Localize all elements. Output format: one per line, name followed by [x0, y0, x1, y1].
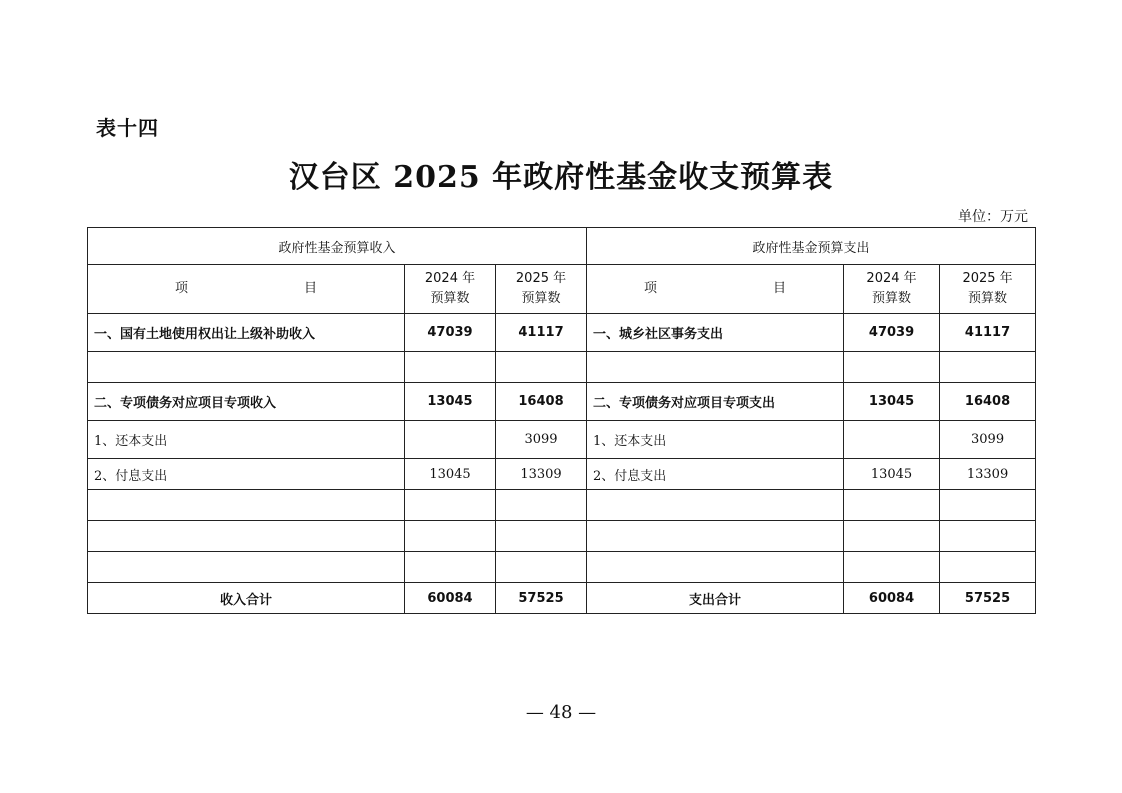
expense-item	[587, 352, 844, 383]
expense-2024-value	[844, 521, 940, 552]
income-item-header: 项 目	[88, 265, 405, 314]
expense-item: 1、还本支出	[587, 421, 844, 459]
budget-table	[87, 227, 1036, 614]
income-2025-value	[496, 352, 587, 383]
expense-2025-value	[940, 552, 1036, 583]
table-label: 表十四	[96, 116, 159, 140]
income-item: 2、付息支出	[88, 459, 405, 490]
table-row	[88, 521, 1036, 552]
expense-2025-value	[940, 490, 1036, 521]
expense-total-2024: 60084	[844, 583, 940, 614]
income-2024-header: 2024 年 预算数	[405, 265, 496, 314]
expense-2025-value: 13309	[940, 459, 1036, 490]
expense-2024-value: 13045	[844, 383, 940, 421]
expense-item	[587, 490, 844, 521]
expense-item: 一、城乡社区事务支出	[587, 314, 844, 352]
income-2025-value	[496, 521, 587, 552]
expense-2025-header: 2025 年 预算数	[940, 265, 1036, 314]
income-total-label: 收入合计	[88, 583, 405, 614]
table-row	[88, 314, 1036, 352]
expense-item	[587, 521, 844, 552]
income-2025-value: 16408	[496, 383, 587, 421]
expense-2024-value: 13045	[844, 459, 940, 490]
income-item	[88, 352, 405, 383]
income-item: 二、专项债务对应项目专项收入	[88, 383, 405, 421]
expense-2025-value	[940, 521, 1036, 552]
income-section-header: 政府性基金预算收入	[88, 228, 587, 265]
income-2024-value: 13045	[405, 383, 496, 421]
table-row	[88, 552, 1036, 583]
table-row	[88, 383, 1036, 421]
expense-total-label: 支出合计	[587, 583, 844, 614]
income-item: 一、国有土地使用权出让上级补助收入	[88, 314, 405, 352]
table-row	[88, 459, 1036, 490]
expense-2025-value: 16408	[940, 383, 1036, 421]
expense-2025-value: 3099	[940, 421, 1036, 459]
expense-item: 2、付息支出	[587, 459, 844, 490]
expense-section-header: 政府性基金预算支出	[587, 228, 1036, 265]
expense-2025-value: 41117	[940, 314, 1036, 352]
table-row	[88, 490, 1036, 521]
income-2025-value	[496, 552, 587, 583]
expense-2024-value	[844, 490, 940, 521]
section-header-row	[88, 228, 1036, 265]
unit-label: 单位：万元	[958, 209, 1028, 225]
income-item	[88, 490, 405, 521]
column-header-row	[88, 265, 1036, 314]
expense-2024-value: 47039	[844, 314, 940, 352]
expense-item-header: 项 目	[587, 265, 844, 314]
expense-2024-value	[844, 421, 940, 459]
income-2024-value	[405, 552, 496, 583]
income-2024-value: 13045	[405, 459, 496, 490]
income-item: 1、还本支出	[88, 421, 405, 459]
income-2024-value	[405, 421, 496, 459]
income-2025-value: 13309	[496, 459, 587, 490]
income-total-2024: 60084	[405, 583, 496, 614]
income-2025-header: 2025 年 预算数	[496, 265, 587, 314]
income-item	[88, 552, 405, 583]
page-number: — 48 —	[525, 702, 597, 723]
expense-2024-value	[844, 352, 940, 383]
income-2024-value	[405, 521, 496, 552]
income-2024-value	[405, 490, 496, 521]
expense-item	[587, 552, 844, 583]
expense-2024-header: 2024 年 预算数	[844, 265, 940, 314]
income-2024-value: 47039	[405, 314, 496, 352]
income-total-2025: 57525	[496, 583, 587, 614]
expense-item: 二、专项债务对应项目专项支出	[587, 383, 844, 421]
table-row	[88, 352, 1036, 383]
page-title: 汉台区 2025 年政府性基金收支预算表	[288, 160, 834, 195]
expense-2024-value	[844, 552, 940, 583]
income-2025-value: 41117	[496, 314, 587, 352]
expense-total-2025: 57525	[940, 583, 1036, 614]
table-row	[88, 421, 1036, 459]
income-item	[88, 521, 405, 552]
income-2025-value: 3099	[496, 421, 587, 459]
totals-row	[88, 583, 1036, 614]
income-2025-value	[496, 490, 587, 521]
income-2024-value	[405, 352, 496, 383]
expense-2025-value	[940, 352, 1036, 383]
